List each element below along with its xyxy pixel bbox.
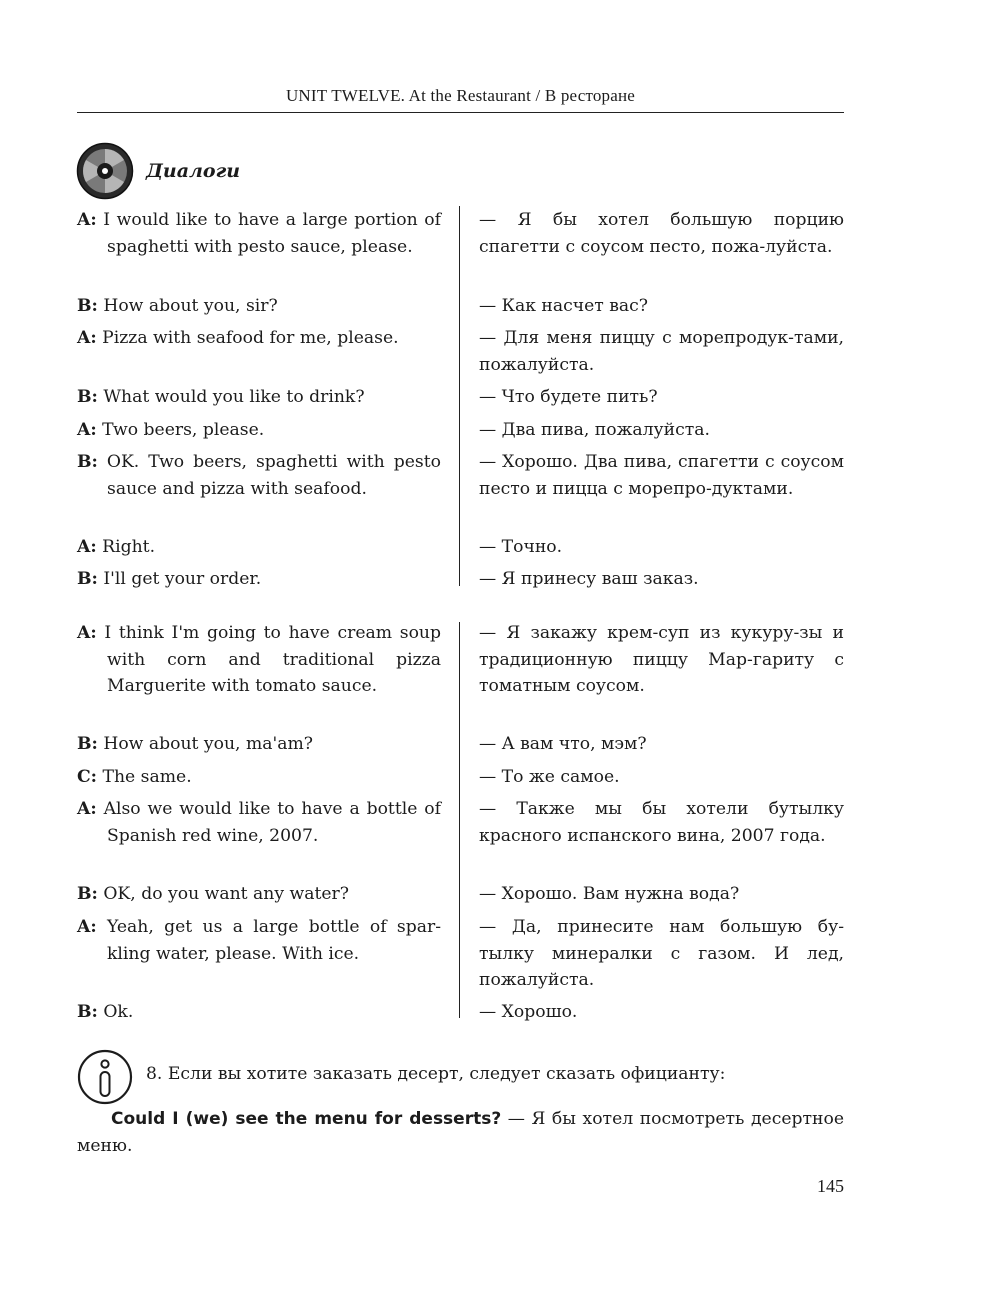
english-line: OK. Two beers, spaghetti with pesto sauce and pizza with seafood. <box>106 452 441 499</box>
russian-line: — Хорошо. <box>479 1002 578 1022</box>
russian-line: — Что будете пить? <box>479 387 658 407</box>
russian-line: — Два пива, пожалуйста. <box>479 420 710 440</box>
speaker-label: B: <box>77 452 98 472</box>
speaker-label: A: <box>77 210 97 230</box>
english-line: Two beers, please. <box>102 420 265 440</box>
russian-line: — Точно. <box>479 537 563 557</box>
info-icon <box>77 1049 133 1105</box>
dialog-row <box>77 449 844 534</box>
running-header: UNIT TWELVE. At the Restaurant / В ресторане <box>77 86 844 113</box>
section-title: Диалоги <box>146 160 241 182</box>
english-line: The same. <box>102 767 192 787</box>
dialog-row <box>77 999 844 1031</box>
english-line: Yeah, get us a large bottle of spar-kling water, please. With ice. <box>107 917 441 964</box>
speaker-label: A: <box>77 917 97 937</box>
dialog-row <box>77 384 844 417</box>
russian-line: — Также мы бы хотели бутылку красного испанского вина, 2007 года. <box>479 799 844 846</box>
dialog-row <box>77 881 844 914</box>
english-line: How about you, sir? <box>103 296 278 316</box>
dialog-1 <box>77 207 844 598</box>
info-example <box>77 1106 844 1160</box>
speaker-label: B: <box>77 884 98 904</box>
russian-line: — Я бы хотел большую порцию спагетти с соусом песто, пожа-луйста. <box>479 210 844 257</box>
cd-disc-icon <box>76 142 134 200</box>
speaker-label: A: <box>77 537 97 557</box>
dialog-row <box>77 207 844 293</box>
english-line: OK, do you want any water? <box>103 884 349 904</box>
english-line: Right. <box>102 537 156 557</box>
dialog-row <box>77 731 844 764</box>
speaker-label: B: <box>77 296 98 316</box>
dialog-row <box>77 417 844 449</box>
russian-line: — А вам что, мэм? <box>479 734 647 754</box>
speaker-label: A: <box>77 623 97 643</box>
english-line: How about you, ma'am? <box>103 734 313 754</box>
speaker-label: B: <box>77 569 98 589</box>
russian-line: — То же самое. <box>479 767 620 787</box>
dialog-2 <box>77 620 844 1031</box>
russian-line: — Я принесу ваш заказ. <box>479 569 699 589</box>
english-line: I would like to have a large portion of spaghetti with pesto sauce, please. <box>103 210 442 257</box>
page-number: 145 <box>817 1176 844 1196</box>
dialog-row <box>77 293 844 325</box>
speaker-label: B: <box>77 387 98 407</box>
speaker-label: B: <box>77 734 98 754</box>
russian-line: — Хорошо. Вам нужна вода? <box>479 884 740 904</box>
russian-line: — Для меня пиццу с морепродук-тами, пожалуйста. <box>479 328 844 375</box>
speaker-label: A: <box>77 328 97 348</box>
russian-line: — Как насчет вас? <box>479 296 649 316</box>
english-line: I think I'm going to have cream soup with corn and traditional pizza Marguerite with tomato sauce. <box>104 623 441 696</box>
english-line: What would you like to drink? <box>103 387 365 407</box>
russian-line: — Хорошо. Два пива, спагетти с соусом песто и пицца с морепро-дуктами. <box>479 452 844 499</box>
dialog-row <box>77 914 844 999</box>
dialog-row <box>77 764 844 796</box>
english-line: Pizza with seafood for me, please. <box>102 328 399 348</box>
russian-line: — Да, принесите нам большую бу-тылку минералки с газом. И лед, пожалуйста. <box>479 917 844 990</box>
speaker-label: C: <box>77 767 98 787</box>
dialog-row <box>77 620 844 731</box>
speaker-label: A: <box>77 799 97 819</box>
example-translation: — Я бы хотел посмотреть десертное меню. <box>77 1109 844 1156</box>
dialog-row <box>77 566 844 598</box>
english-line: Also we would like to have a bottle of Spanish red wine, 2007. <box>103 799 442 846</box>
info-note: 8. Если вы хотите заказать десерт, следует сказать официанту: <box>146 1064 726 1084</box>
dialog-row <box>77 534 844 566</box>
dialog-row <box>77 796 844 881</box>
speaker-label: A: <box>77 420 97 440</box>
speaker-label: B: <box>77 1002 98 1022</box>
dialog-row <box>77 325 844 384</box>
english-line: Ok. <box>103 1002 134 1022</box>
english-line: I'll get your order. <box>103 569 262 589</box>
example-phrase: Could I (we) see the menu for desserts? <box>111 1109 502 1129</box>
russian-line: — Я закажу крем-суп из кукуру-зы и традиционную пиццу Мар-гариту с томатным соусом. <box>479 623 844 696</box>
